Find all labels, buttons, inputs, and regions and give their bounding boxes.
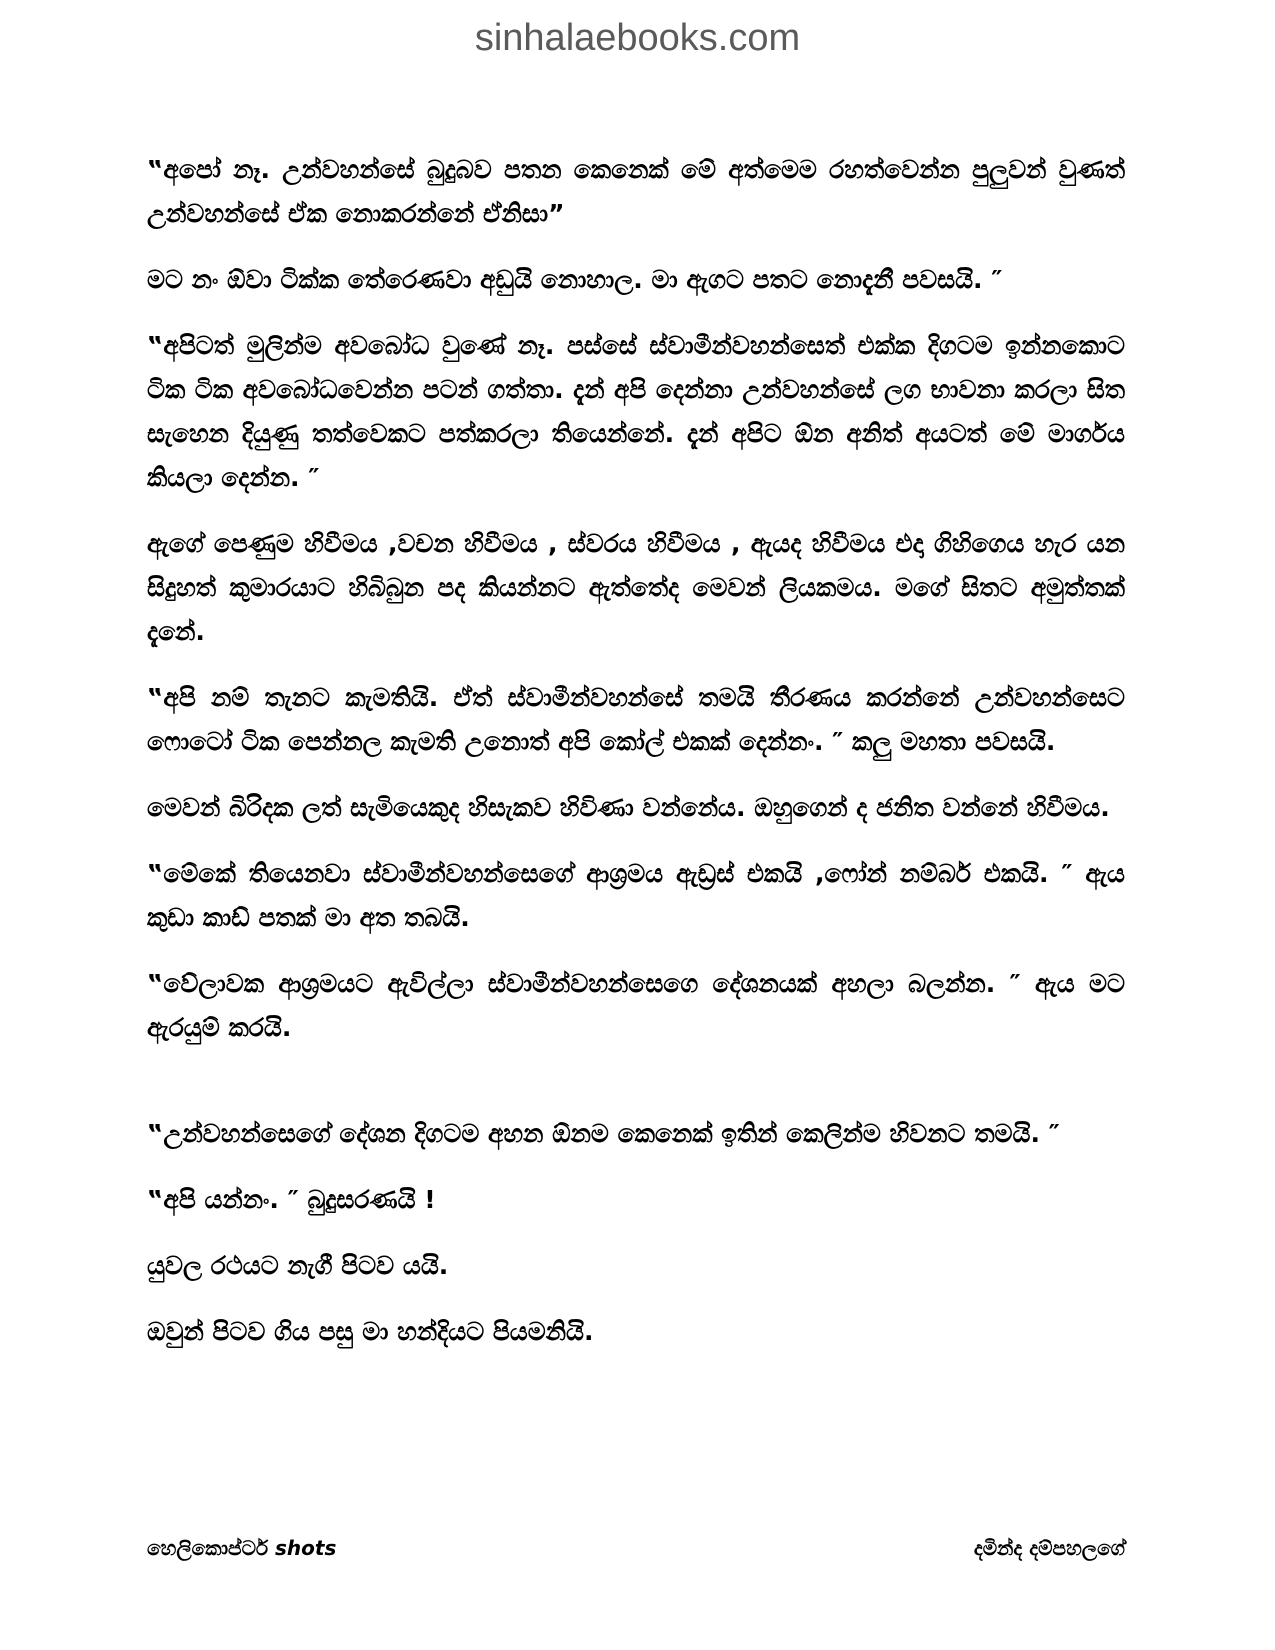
paragraph: යුවල රථයට නැගී පිටව යයි.: [147, 1251, 449, 1280]
page-footer: [147, 1536, 1125, 1560]
paragraph: ඇගේ පෙණුම හිවීමය ,වචන හිවීමය , ස්වරය හිවීමය , ඇයද හිවීමය එදා ගිහිගෙය හැර යන සිදුහත් කුමාරයාට හිබිබුන පද කියන්නට ඇත්තේද මෙවන් ලියකමය. මගේ සිතට අමුත්තක් දැනේ.: [147, 529, 1125, 646]
paragraph: ‟උන්වහන්සෙගේ දේශන දිගටම අහන ඕනම කෙනෙක් ඉතින් කෙලින්ම හිවනට තමයි. ″: [147, 1119, 1060, 1148]
paragraph: මට නං ඕවා ටික්ක තේරෙණවා අඩුයි නොහාල. මා ඇගට පතට නොදැනී පවසයි. ″: [147, 265, 1003, 294]
paragraph: ‟අපිටත් මුලින්ම අවබෝධ වුණේ නෑ. පස්සේ ස්වාමීන්වහන්සෙත් එක්ක දිගටම ඉන්නකොට ටික ටික අවබෝධවෙන්න පටන් ගත්තා. දැන් අපි දෙන්නා උන්වහන්සේ ලග භාවනා කරලා සිත සැහෙන දියුණු තත්වෙකට පත්කරලා තියෙන්නේ. දැන් අපිට ඕන අනිත් අයටත් මේ මාර්ගය කියලා දෙන්න. ″: [147, 331, 1125, 492]
paragraph: ‟වේලාවක ආශ්‍රමයට ඇවිල්ලා ස්වාමීන්වහන්සෙගෙ දේශනයක් අහලා බලන්න. ″ ඇය මට ඇරයුම් කරයි.: [147, 969, 1125, 1042]
page-body: [147, 148, 1125, 1376]
paragraph: ‟අපි නම් තැනට කැමතියි. ඒත් ස්වාමීන්වහන්සේ තමයි තීරණය කරන්නේ උන්වහන්සෙට ෆොටෝ ටික පෙන්නල කැමති උනොත් අපි කෝල් එකක් දෙන්නං. ″ කලු මහතා පවසයි.: [147, 683, 1125, 756]
book-title-sinhala: හෙලිකොප්ටර්: [147, 1536, 269, 1560]
paragraph: ‟මේකේ තියෙනවා ස්වාමීන්වහන්සෙගේ ආශ්‍රමය ඇඩ්‍රස් එකයි ,ෆෝන් නම්බර් එකයි. ″ ඇය කුඩා කාඩ් පතක් මා අත තබයි.: [147, 859, 1125, 932]
paragraph: මෙවන් බිරිදක ලත් සැමියෙකුද හිසැකව හිවිණා වන්නේය. ඔහුගෙන් ද ජනිත වන්නේ හිවීමය.: [147, 793, 1110, 822]
paragraph: ඔවුන් පිටව ගිය පසු මා හන්දියට පියමනියි.: [147, 1317, 594, 1346]
paragraph: ‟අපි යන්නං. ″ බුදුසරණයි !: [147, 1185, 436, 1214]
book-title: [147, 1536, 336, 1560]
author-name: දමින්ද දම්පහලගේ: [973, 1536, 1125, 1560]
paragraph: ‟අපෝ නෑ. උන්වහන්සේ බුදුබව පතන කෙනෙක් මේ අත්මෙම රහත්වෙන්න පුලුවන් වුණත් උන්වහන්සේ ඒක නොකරන්නේ ඒනිසා”: [147, 155, 1125, 228]
site-watermark: sinhalaebooks.com: [474, 17, 801, 59]
paragraph-gap: [147, 1072, 1125, 1112]
book-title-latin: shots: [275, 1536, 337, 1560]
